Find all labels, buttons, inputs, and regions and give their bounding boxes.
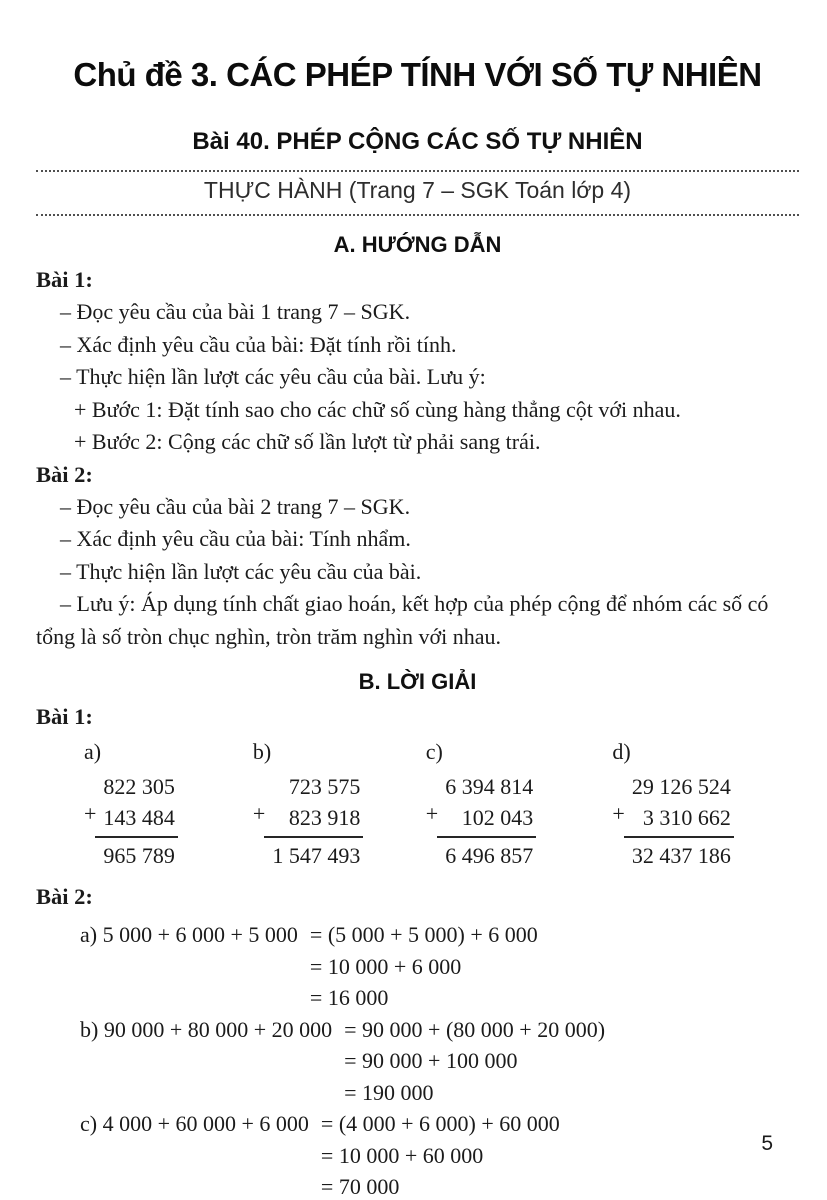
addend: 822 305 bbox=[103, 774, 175, 799]
plus-icon: + bbox=[612, 801, 625, 826]
addend: 29 126 524 bbox=[631, 774, 731, 799]
plus-icon: + bbox=[425, 801, 439, 826]
plus-icon: + bbox=[252, 801, 266, 826]
equation-line: = 10 000 + 60 000 bbox=[320, 1142, 484, 1168]
equation-line: = (4 000 + 6 000) + 60 000 bbox=[320, 1111, 560, 1136]
guide-step: – Thực hiện lần lượt các yêu cầu của bài. Lưu ý: bbox=[60, 364, 486, 389]
sum: 1 547 493 bbox=[264, 836, 363, 871]
addition-block bbox=[253, 771, 426, 871]
equation-line: = (5 000 + 5 000) + 6 000 bbox=[309, 922, 538, 947]
equation-line: = 10 000 + 6 000 bbox=[309, 953, 462, 979]
addition-problems-row bbox=[36, 737, 799, 871]
equation-group-b bbox=[80, 1014, 799, 1109]
addition-block bbox=[426, 771, 613, 871]
addition-block bbox=[612, 771, 799, 871]
equation-line: = 90 000 + 100 000 bbox=[344, 1048, 518, 1073]
guide-exercise2-label: Bài 2: bbox=[36, 461, 93, 487]
addition-problem-c bbox=[426, 737, 613, 871]
guide-note: – Lưu ý: Áp dụng tính chất giao hoán, kết hợp của phép cộng để nhóm các số có tổng là số tròn chục nghìn, tròn trăm nghìn với nhau. bbox=[36, 591, 769, 649]
guide-step: – Đọc yêu cầu của bài 2 trang 7 – SGK. bbox=[60, 493, 411, 519]
equation-group-c bbox=[80, 1108, 799, 1200]
problem-label: b) bbox=[252, 739, 272, 764]
solution-exercise2-label: Bài 2: bbox=[36, 884, 93, 909]
operands bbox=[272, 771, 360, 871]
problem-label: d) bbox=[612, 739, 631, 764]
addend: 723 575 bbox=[288, 774, 361, 799]
guide-exercise1-label: Bài 1: bbox=[36, 267, 93, 292]
sum: 32 437 186 bbox=[624, 836, 734, 871]
guide-step: + Bước 1: Đặt tính sao cho các chữ số cùng hàng thẳng cột với nhau. bbox=[74, 396, 681, 422]
addend: 143 484 bbox=[103, 805, 175, 830]
addend: 823 918 bbox=[288, 805, 361, 830]
dotted-divider-bottom bbox=[36, 214, 799, 216]
equation-lhs: b) 90 000 + 80 000 + 20 000 bbox=[80, 1016, 333, 1042]
chapter-title: Chủ đề 3. CÁC PHÉP TÍNH VỚI SỐ TỰ NHIÊN bbox=[73, 56, 762, 93]
section-a-heading: A. HƯỚNG DẪN bbox=[333, 232, 502, 257]
addend: 102 043 bbox=[461, 805, 534, 830]
addition-problem-a bbox=[84, 737, 253, 871]
guide-step: – Xác định yêu cầu của bài: Tính nhẩm. bbox=[60, 526, 411, 551]
equation-line: = 90 000 + (80 000 + 20 000) bbox=[344, 1016, 606, 1042]
sum: 6 496 857 bbox=[437, 836, 536, 871]
operands bbox=[445, 771, 533, 871]
addend: 3 310 662 bbox=[642, 805, 731, 830]
solution-exercise1-label: Bài 1: bbox=[36, 704, 93, 729]
guide-step: + Bước 2: Cộng các chữ số lần lượt từ phải sang trái. bbox=[74, 429, 541, 454]
sum: 965 789 bbox=[95, 836, 178, 871]
equation-lhs: a) 5 000 + 6 000 + 5 000 bbox=[80, 922, 298, 947]
operands bbox=[103, 771, 175, 871]
equation-line: = 70 000 bbox=[320, 1174, 400, 1199]
problem-label: c) bbox=[425, 739, 443, 764]
equation-lhs: c) 4 000 + 60 000 + 6 000 bbox=[80, 1111, 309, 1136]
addition-problem-b bbox=[253, 737, 426, 871]
guide-step: – Đọc yêu cầu của bài 1 trang 7 – SGK. bbox=[60, 299, 411, 324]
addition-problem-d bbox=[612, 737, 799, 871]
equation-line: = 16 000 bbox=[309, 985, 389, 1010]
guide-step: – Thực hiện lần lượt các yêu cầu của bài. bbox=[60, 558, 422, 584]
section-b-heading: B. LỜI GIẢI bbox=[358, 669, 477, 694]
equation-group-a bbox=[80, 919, 799, 1014]
addition-block bbox=[84, 771, 253, 871]
lesson-title: Bài 40. PHÉP CỘNG CÁC SỐ TỰ NHIÊN bbox=[192, 128, 643, 155]
plus-icon: + bbox=[84, 801, 97, 826]
guide-step: – Xác định yêu cầu của bài: Đặt tính rồi tính. bbox=[60, 331, 457, 357]
addend: 6 394 814 bbox=[445, 774, 534, 799]
equation-line: = 190 000 bbox=[344, 1079, 434, 1105]
page-number: 5 bbox=[761, 1132, 773, 1155]
operands bbox=[632, 771, 731, 871]
practice-heading: THỰC HÀNH (Trang 7 – SGK Toán lớp 4) bbox=[203, 177, 632, 203]
problem-label: a) bbox=[84, 739, 102, 764]
equation-section bbox=[36, 919, 799, 1200]
